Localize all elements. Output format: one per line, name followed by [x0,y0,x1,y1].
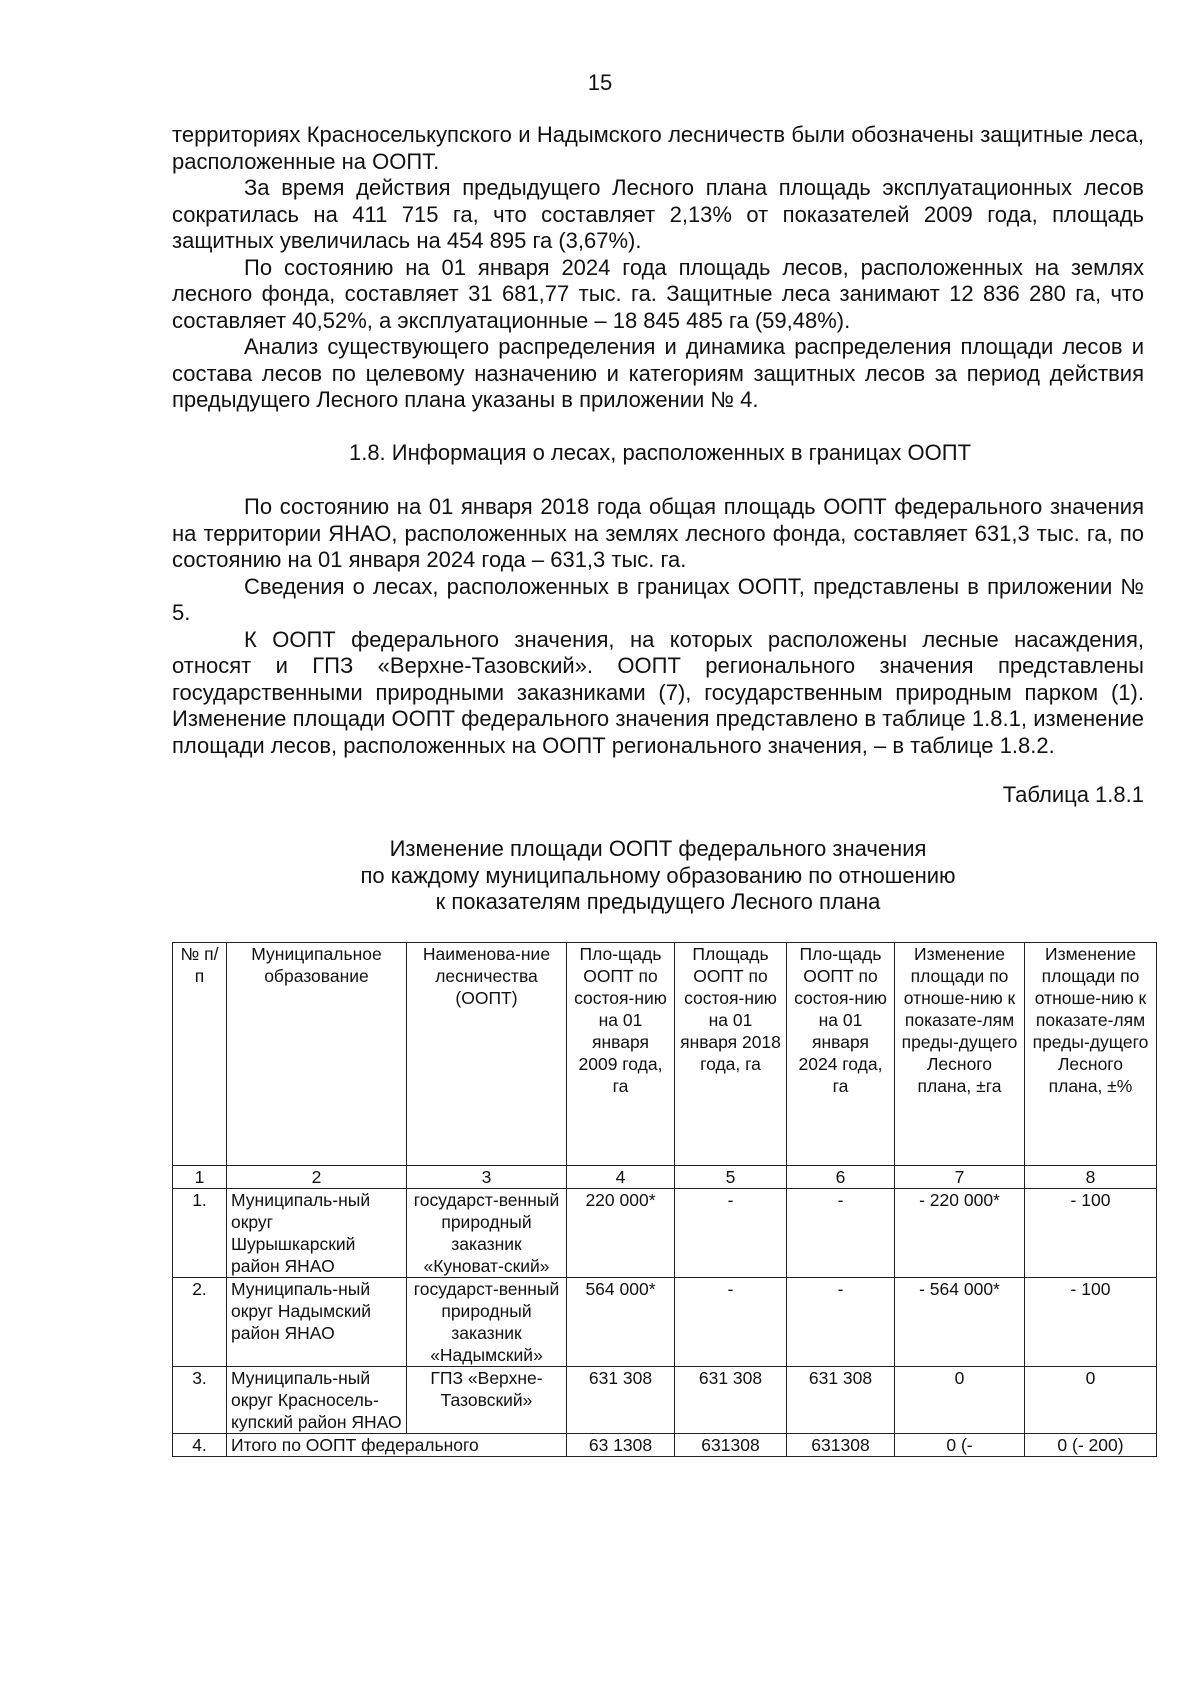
body-text-section [172,494,1144,759]
header-cell: Пло-щадь ООПТ по состоя-нию на 01 января 2024 года, га [787,943,895,1166]
paragraph: За время действия предыдущего Лесного плана площадь эксплуатационных лесов сократилась на 411 715 га, что составляет 2,13% от показателей 2009 года, площадь защитных увеличилась на 454 895 га (3,67%). [172,175,1144,253]
table-cell: Муниципаль-ный округ Шурышкарский район ЯНАО [227,1189,407,1278]
table-cell: государст-венный природный заказник «Надымский» [407,1278,567,1367]
table-cell: - [675,1278,787,1367]
header-cell: Наименова-ние лесничества (ООПТ) [407,943,567,1166]
paragraph: Анализ существующего распределения и динамика распределения площади лесов и состава лесов по целевому назначению и категориям защитных лесов за период действия предыдущего Лесного плана указаны в приложении № 4. [172,334,1144,412]
table-cell: 4. [173,1434,227,1457]
table-row [173,1367,1157,1434]
column-number-row [173,1166,1157,1189]
table-cell: государст-венный природный заказник «Куноват-ский» [407,1189,567,1278]
table-cell: 564 000* [567,1278,675,1367]
column-number: 5 [675,1166,787,1189]
table-cell: 63 1308 [567,1434,675,1457]
table-cell: 631308 [787,1434,895,1457]
header-cell: Муниципальное образование [227,943,407,1166]
table-row [173,1189,1157,1278]
table-title-line: Изменение площади ООПТ федерального значения [389,836,927,861]
column-number: 6 [787,1166,895,1189]
header-cell: Изменение площади по отноше-нию к показате-лям преды-дущего Лесного плана, ±% [1025,943,1157,1166]
table-cell: 0 (- 200) [1025,1434,1157,1457]
table-cell: 0 [895,1367,1025,1434]
table-title-line: по каждому муниципальному образованию по отношению [360,862,956,888]
paragraph: По состоянию на 01 января 2018 года общая площадь ООПТ федерального значения на территории ЯНАО, расположенных на землях лесного фонда, составляет 631,3 тыс. га, по состоянию на 01 января 2024 года – 631,3 тыс. га. [172,494,1144,572]
paragraph: территориях Красноселькупского и Надымского лесничеств были обозначены защитные леса, расположенные на ООПТ. [172,122,1144,174]
column-number: 7 [895,1166,1025,1189]
table-cell: 631 308 [787,1367,895,1434]
column-number: 1 [173,1166,227,1189]
paragraph: К ООПТ федерального значения, на которых расположены лесные насаждения, относят и ГПЗ «Верхне-Тазовский». ООПТ регионального значения представлены государственными природными заказниками (7), государственным природным парком (1). Изменение площади ООПТ федерального значения представлено в таблице 1.8.1, изменение площади лесов, расположенных на ООПТ регионального значения, – в таблице 1.8.2. [172,626,1144,758]
table-cell: - 100 [1025,1278,1157,1367]
table-cell: Итого по ООПТ федерального [227,1434,567,1457]
table-cell: Муниципаль-ный округ Красносель-купский район ЯНАО [227,1367,407,1434]
table-header-row [173,943,1157,1166]
body-text-top [172,122,1144,414]
table-cell: 220 000* [567,1189,675,1278]
header-cell: Пло-щадь ООПТ по состоя-нию на 01 января 2009 года, га [567,943,675,1166]
table-cell: 0 [1025,1367,1157,1434]
paragraph: По состоянию на 01 января 2024 года площадь лесов, расположенных на землях лесного фонда, составляет 31 681,77 тыс. га. Защитные леса занимают 12 836 280 га, что составляет 40,52%, а эксплуатационные – 18 845 485 га (59,48%). [172,254,1144,333]
column-number: 3 [407,1166,567,1189]
table-cell: - 220 000* [895,1189,1025,1278]
table-cell: 631 308 [567,1367,675,1434]
data-table [172,942,1157,1457]
paragraph: Сведения о лесах, расположенных в границах ООПТ, представлены в приложении № 5. [172,573,1144,625]
column-number: 2 [227,1166,407,1189]
table-cell: - [787,1278,895,1367]
page-number: 15 [587,70,613,95]
table-title [172,836,1144,916]
table-cell: - [675,1189,787,1278]
table-cell: 631308 [675,1434,787,1457]
header-cell: № п/п [173,943,227,1166]
table-label: Таблица 1.8.1 [1002,782,1144,807]
header-cell: Изменение площади по отноше-нию к показате-лям преды-дущего Лесного плана, ±га [895,943,1025,1166]
column-number: 8 [1025,1166,1157,1189]
table-title-line: к показателям предыдущего Лесного плана [435,889,881,914]
table-cell: 2. [173,1278,227,1367]
header-cell: Площадь ООПТ по состоя-нию на 01 января 2018 года, га [675,943,787,1166]
table-cell: - 564 000* [895,1278,1025,1367]
table-cell: - 100 [1025,1189,1157,1278]
table-cell: 3. [173,1367,227,1434]
table-row [173,1278,1157,1367]
column-number: 4 [567,1166,675,1189]
table-total-row [173,1434,1157,1457]
section-heading: 1.8. Информация о лесах, расположенных в границах ООПТ [348,440,972,465]
table-cell: 0 (- [895,1434,1025,1457]
table-cell: Муниципаль-ный округ Надымский район ЯНАО [227,1278,407,1367]
table-cell: - [787,1189,895,1278]
table-cell: ГПЗ «Верхне-Тазовский» [407,1367,567,1434]
table-cell: 631 308 [675,1367,787,1434]
table-cell: 1. [173,1189,227,1278]
